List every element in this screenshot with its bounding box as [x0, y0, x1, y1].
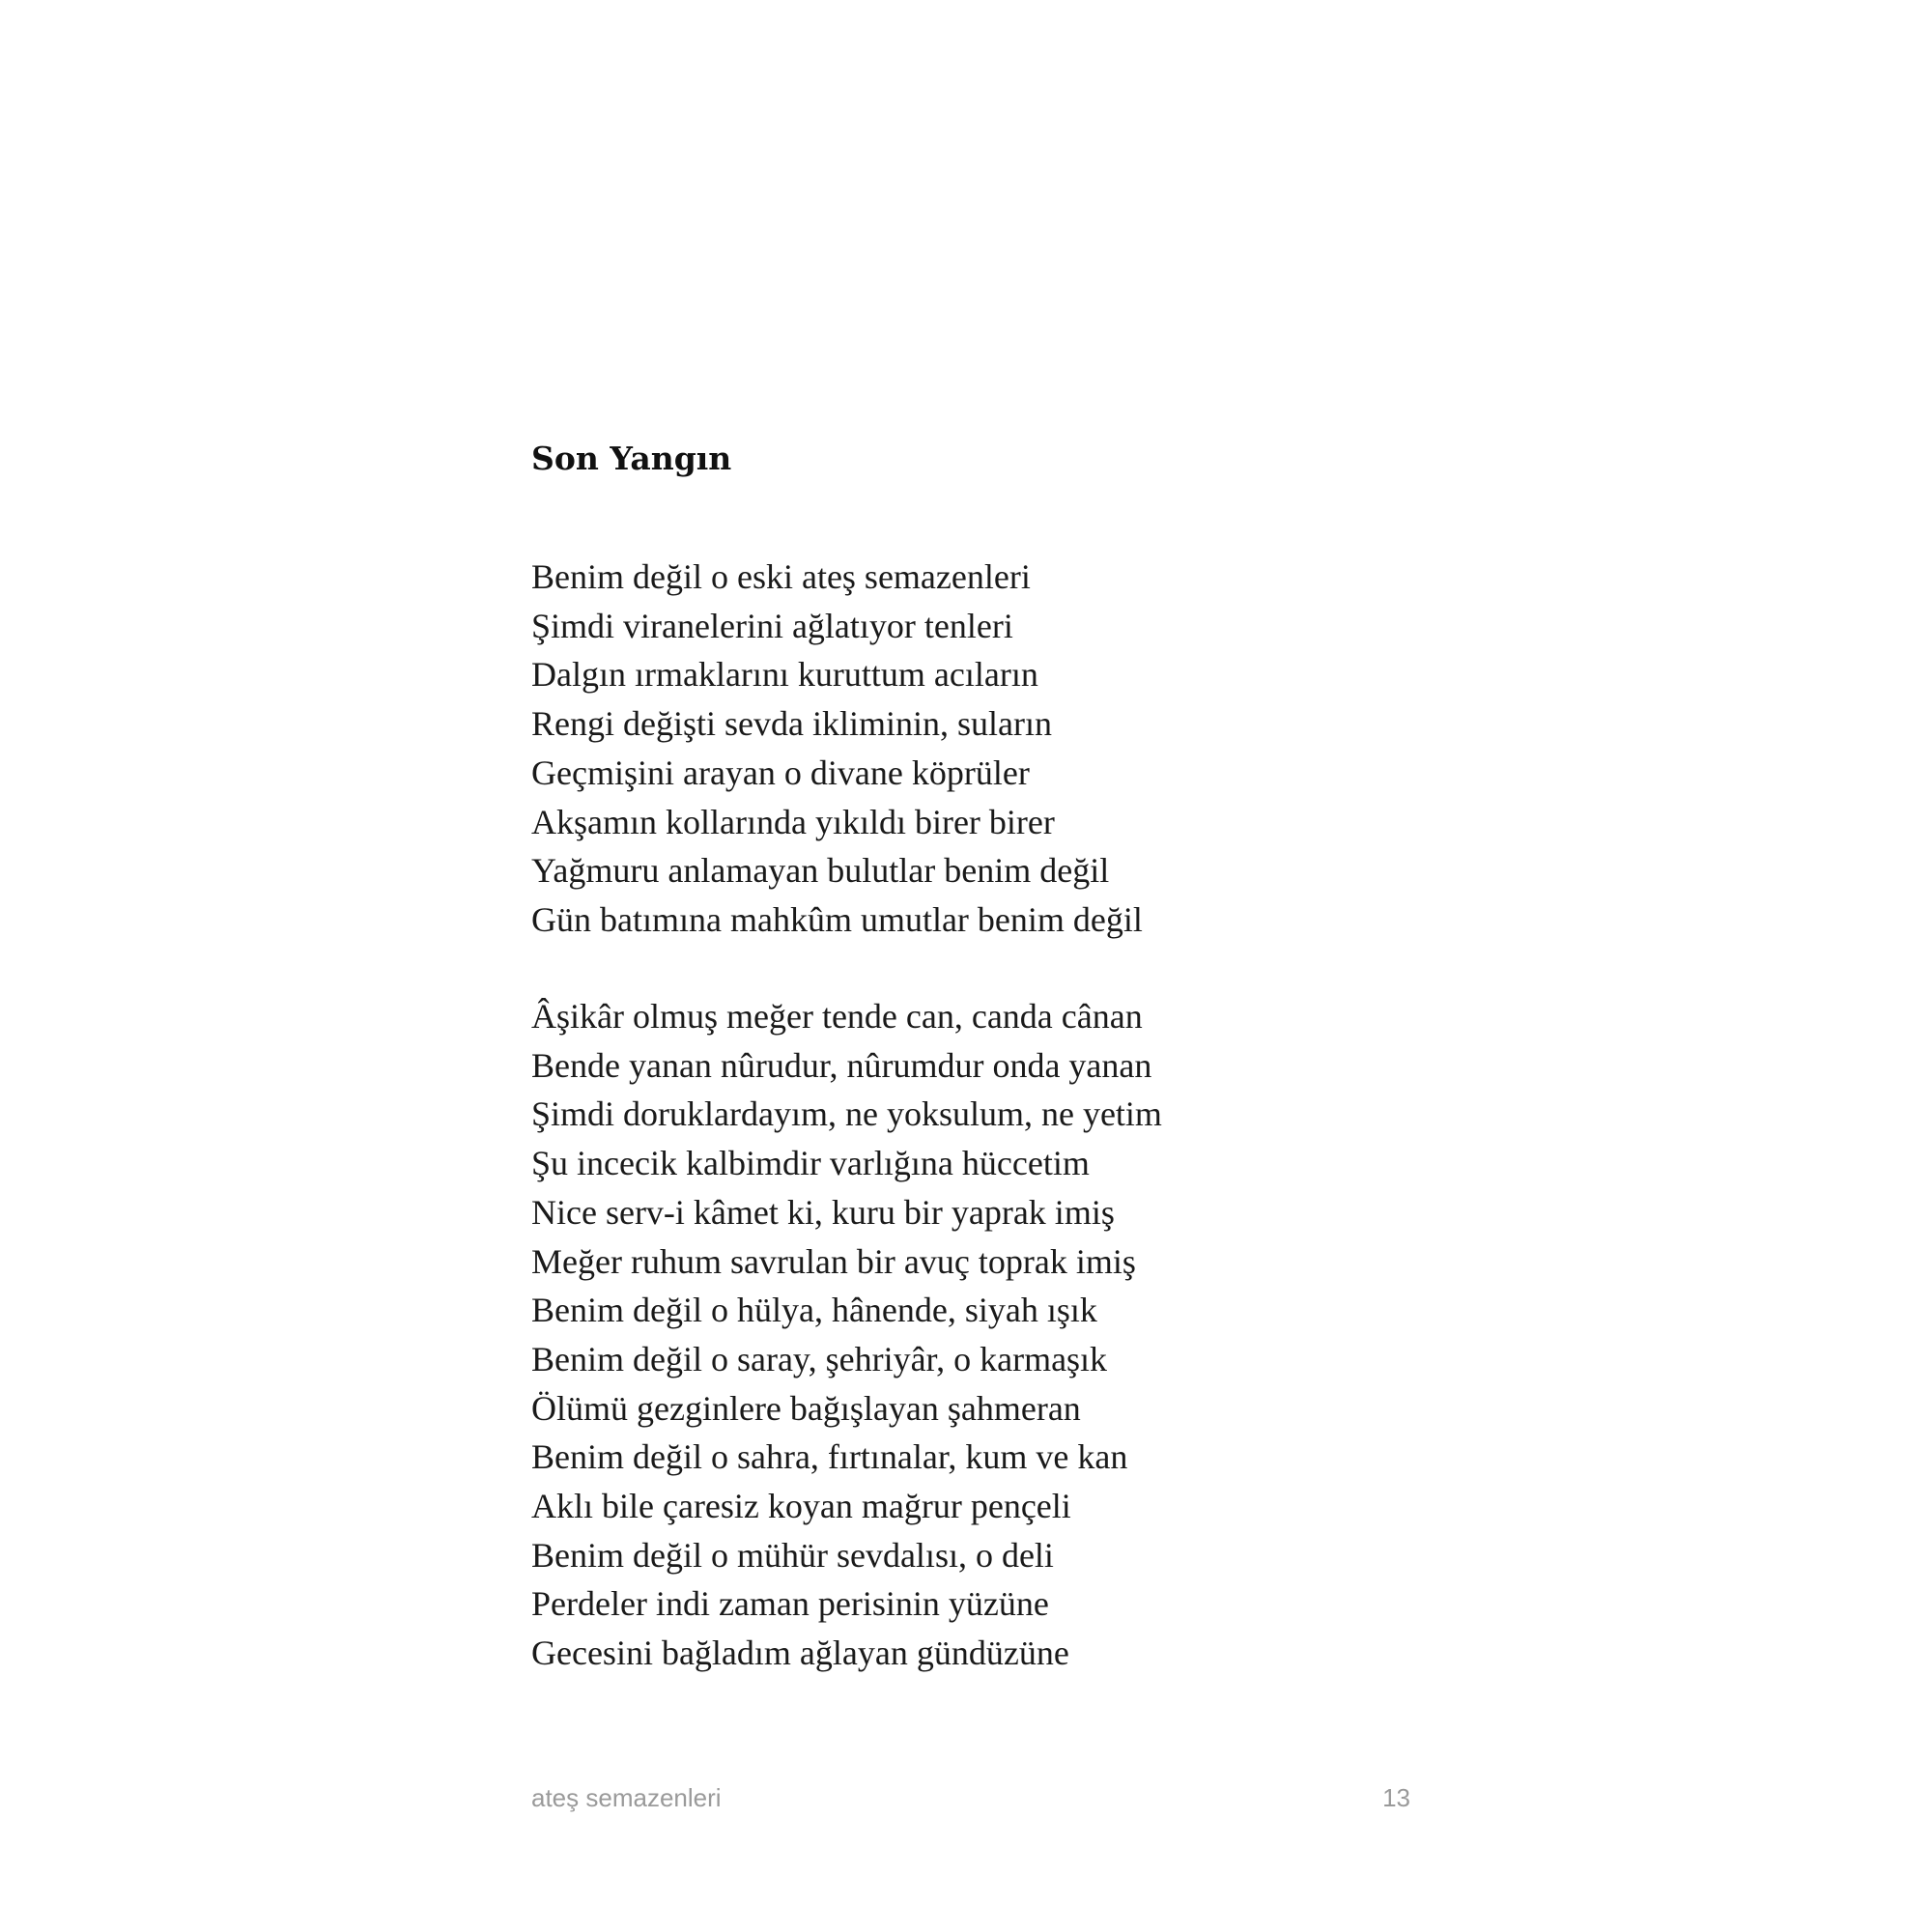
poem-line: Akşamın kollarında yıkıldı birer birer [531, 802, 1055, 841]
poem-line: Bende yanan nûrudur, nûrumdur onda yanan [531, 1045, 1152, 1085]
poem-line: Geçmişini arayan o divane köprüler [531, 753, 1030, 792]
stanza-1 [531, 553, 1143, 945]
poem-line: Perdeler indi zaman perisinin yüzüne [531, 1584, 1049, 1624]
poem-line: Meğer ruhum savrulan bir avuç toprak imiş [531, 1241, 1136, 1281]
page-number: 13 [1382, 1783, 1410, 1812]
stanza-2 [531, 992, 1162, 1678]
poem-line: Aklı bile çaresiz koyan mağrur pençeli [531, 1487, 1071, 1526]
poem-line: Nice serv-i kâmet ki, kuru bir yaprak imiş [531, 1192, 1115, 1232]
poem-line: Benim değil o mühür sevdalısı, o deli [531, 1535, 1054, 1575]
poem-line: Benim değil o hülya, hânende, siyah ışık [531, 1291, 1097, 1330]
footer-book-title: ateş semazenleri [531, 1783, 722, 1812]
poem-line: Dalgın ırmaklarını kuruttum acıların [531, 655, 1038, 695]
poem-line: Gün batımına mahkûm umutlar benim değil [531, 899, 1143, 939]
poem-line: Şu incecik kalbimdir varlığına hüccetim [531, 1144, 1090, 1183]
poem-line: Âşikâr olmuş meğer tende can, canda cânan [531, 997, 1143, 1036]
poem-title: Son Yangın [531, 440, 732, 477]
poem-line: Benim değil o eski ateş semazenleri [531, 557, 1031, 596]
poem-line: Yağmuru anlamayan bulutlar benim değil [531, 851, 1110, 891]
poem-line: Şimdi viranelerini ağlatıyor tenleri [531, 606, 1013, 645]
poem-line: Şimdi doruklardayım, ne yoksulum, ne yetim [531, 1094, 1162, 1134]
poem-line: Rengi değişti sevda ikliminin, suların [531, 704, 1052, 744]
poem-line: Ölümü gezginlere bağışlayan şahmeran [531, 1388, 1081, 1428]
poem-line: Gecesini bağladım ağlayan gündüzüne [531, 1634, 1069, 1673]
poem-line: Benim değil o saray, şehriyâr, o karmaşık [531, 1339, 1108, 1378]
poem-line: Benim değil o sahra, fırtınalar, kum ve kan [531, 1437, 1128, 1477]
